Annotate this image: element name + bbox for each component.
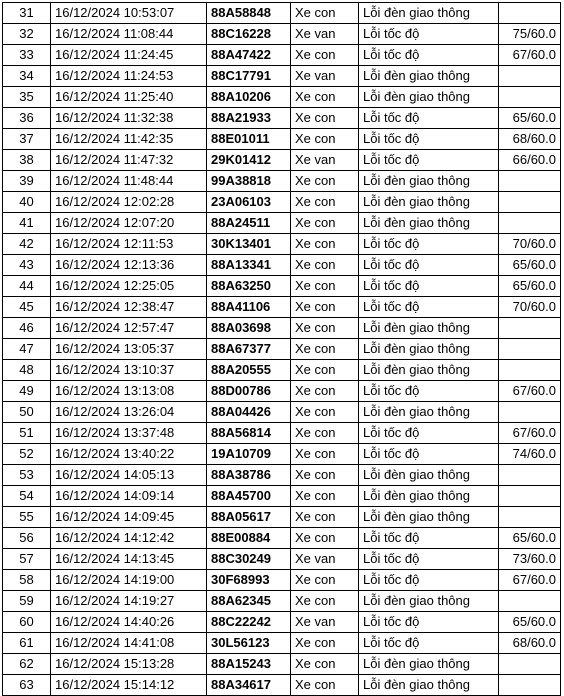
- row-number: 63: [3, 675, 51, 696]
- timestamp: 16/12/2024 12:11:53: [51, 234, 207, 255]
- license-plate: 88E01011: [207, 129, 291, 150]
- row-number: 42: [3, 234, 51, 255]
- vehicle-type: Xe con: [291, 570, 359, 591]
- table-row: [3, 402, 561, 423]
- vehicle-type: Xe con: [291, 675, 359, 696]
- violation-type: Lỗi tốc độ: [359, 633, 499, 654]
- vehicle-type: Xe van: [291, 24, 359, 45]
- speed-reading: [499, 360, 561, 381]
- speed-reading: [499, 66, 561, 87]
- vehicle-type: Xe con: [291, 486, 359, 507]
- table-row: [3, 213, 561, 234]
- table-row: [3, 318, 561, 339]
- vehicle-type: Xe con: [291, 318, 359, 339]
- timestamp: 16/12/2024 11:48:44: [51, 171, 207, 192]
- vehicle-type: Xe con: [291, 528, 359, 549]
- violation-table-body: [3, 3, 561, 696]
- vehicle-type: Xe con: [291, 129, 359, 150]
- license-plate: 88A05617: [207, 507, 291, 528]
- speed-reading: [499, 192, 561, 213]
- row-number: 43: [3, 255, 51, 276]
- speed-reading: 67/60.0: [499, 45, 561, 66]
- table-row: [3, 549, 561, 570]
- violation-type: Lỗi đèn giao thông: [359, 339, 499, 360]
- license-plate: 88A34617: [207, 675, 291, 696]
- timestamp: 16/12/2024 12:07:20: [51, 213, 207, 234]
- vehicle-type: Xe con: [291, 444, 359, 465]
- row-number: 58: [3, 570, 51, 591]
- timestamp: 16/12/2024 11:24:53: [51, 66, 207, 87]
- table-row: [3, 654, 561, 675]
- speed-reading: 65/60.0: [499, 255, 561, 276]
- timestamp: 16/12/2024 15:14:12: [51, 675, 207, 696]
- violation-type: Lỗi tốc độ: [359, 423, 499, 444]
- table-row: [3, 108, 561, 129]
- license-plate: 88E00884: [207, 528, 291, 549]
- speed-reading: [499, 486, 561, 507]
- row-number: 48: [3, 360, 51, 381]
- violation-type: Lỗi tốc độ: [359, 255, 499, 276]
- license-plate: 30K13401: [207, 234, 291, 255]
- row-number: 51: [3, 423, 51, 444]
- violation-type: Lỗi đèn giao thông: [359, 654, 499, 675]
- license-plate: 88A24511: [207, 213, 291, 234]
- violation-table: [2, 2, 561, 696]
- license-plate: 88A20555: [207, 360, 291, 381]
- violation-type: Lỗi đèn giao thông: [359, 675, 499, 696]
- speed-reading: 65/60.0: [499, 612, 561, 633]
- row-number: 47: [3, 339, 51, 360]
- vehicle-type: Xe con: [291, 381, 359, 402]
- table-row: [3, 633, 561, 654]
- license-plate: 88A67377: [207, 339, 291, 360]
- violation-type: Lỗi tốc độ: [359, 381, 499, 402]
- violation-type: Lỗi tốc độ: [359, 150, 499, 171]
- row-number: 52: [3, 444, 51, 465]
- timestamp: 16/12/2024 15:13:28: [51, 654, 207, 675]
- license-plate: 88A45700: [207, 486, 291, 507]
- violation-type: Lỗi đèn giao thông: [359, 66, 499, 87]
- license-plate: 30F68993: [207, 570, 291, 591]
- violation-type: Lỗi tốc độ: [359, 549, 499, 570]
- row-number: 41: [3, 213, 51, 234]
- violation-type: Lỗi đèn giao thông: [359, 360, 499, 381]
- row-number: 60: [3, 612, 51, 633]
- violation-type: Lỗi tốc độ: [359, 528, 499, 549]
- violation-type: Lỗi đèn giao thông: [359, 213, 499, 234]
- license-plate: 88C16228: [207, 24, 291, 45]
- row-number: 59: [3, 591, 51, 612]
- vehicle-type: Xe con: [291, 339, 359, 360]
- table-row: [3, 45, 561, 66]
- timestamp: 16/12/2024 14:19:27: [51, 591, 207, 612]
- license-plate: 88A03698: [207, 318, 291, 339]
- license-plate: 99A38818: [207, 171, 291, 192]
- vehicle-type: Xe con: [291, 360, 359, 381]
- license-plate: 88A47422: [207, 45, 291, 66]
- vehicle-type: Xe con: [291, 87, 359, 108]
- row-number: 37: [3, 129, 51, 150]
- row-number: 53: [3, 465, 51, 486]
- table-row: [3, 129, 561, 150]
- license-plate: 88D00786: [207, 381, 291, 402]
- speed-reading: [499, 171, 561, 192]
- timestamp: 16/12/2024 14:13:45: [51, 549, 207, 570]
- vehicle-type: Xe con: [291, 213, 359, 234]
- speed-reading: 70/60.0: [499, 234, 561, 255]
- vehicle-type: Xe con: [291, 234, 359, 255]
- vehicle-type: Xe con: [291, 633, 359, 654]
- timestamp: 16/12/2024 14:12:42: [51, 528, 207, 549]
- vehicle-type: Xe con: [291, 507, 359, 528]
- row-number: 56: [3, 528, 51, 549]
- speed-reading: 67/60.0: [499, 570, 561, 591]
- violation-type: Lỗi đèn giao thông: [359, 318, 499, 339]
- vehicle-type: Xe con: [291, 654, 359, 675]
- row-number: 61: [3, 633, 51, 654]
- table-row: [3, 66, 561, 87]
- speed-reading: 73/60.0: [499, 549, 561, 570]
- license-plate: 88A38786: [207, 465, 291, 486]
- speed-reading: [499, 213, 561, 234]
- speed-reading: 66/60.0: [499, 150, 561, 171]
- timestamp: 16/12/2024 13:37:48: [51, 423, 207, 444]
- violation-type: Lỗi tốc độ: [359, 612, 499, 633]
- row-number: 40: [3, 192, 51, 213]
- timestamp: 16/12/2024 14:05:13: [51, 465, 207, 486]
- timestamp: 16/12/2024 11:47:32: [51, 150, 207, 171]
- row-number: 49: [3, 381, 51, 402]
- speed-reading: [499, 507, 561, 528]
- violation-type: Lỗi đèn giao thông: [359, 87, 499, 108]
- vehicle-type: Xe van: [291, 612, 359, 633]
- timestamp: 16/12/2024 13:10:37: [51, 360, 207, 381]
- vehicle-type: Xe con: [291, 402, 359, 423]
- row-number: 35: [3, 87, 51, 108]
- speed-reading: [499, 465, 561, 486]
- violation-type: Lỗi tốc độ: [359, 129, 499, 150]
- table-row: [3, 276, 561, 297]
- row-number: 31: [3, 3, 51, 24]
- violation-type: Lỗi tốc độ: [359, 570, 499, 591]
- timestamp: 16/12/2024 14:09:45: [51, 507, 207, 528]
- vehicle-type: Xe con: [291, 108, 359, 129]
- speed-reading: 70/60.0: [499, 297, 561, 318]
- row-number: 32: [3, 24, 51, 45]
- table-row: [3, 381, 561, 402]
- timestamp: 16/12/2024 13:05:37: [51, 339, 207, 360]
- speed-reading: [499, 318, 561, 339]
- license-plate: 88A62345: [207, 591, 291, 612]
- violation-type: Lỗi đèn giao thông: [359, 486, 499, 507]
- speed-reading: [499, 87, 561, 108]
- table-row: [3, 234, 561, 255]
- license-plate: 88A41106: [207, 297, 291, 318]
- license-plate: 30L56123: [207, 633, 291, 654]
- table-row: [3, 192, 561, 213]
- violation-type: Lỗi tốc độ: [359, 297, 499, 318]
- speed-reading: [499, 654, 561, 675]
- row-number: 36: [3, 108, 51, 129]
- violation-type: Lỗi tốc độ: [359, 444, 499, 465]
- violation-type: Lỗi tốc độ: [359, 108, 499, 129]
- license-plate: 88A13341: [207, 255, 291, 276]
- timestamp: 16/12/2024 13:40:22: [51, 444, 207, 465]
- timestamp: 16/12/2024 11:08:44: [51, 24, 207, 45]
- license-plate: 29K01412: [207, 150, 291, 171]
- license-plate: 88A56814: [207, 423, 291, 444]
- row-number: 54: [3, 486, 51, 507]
- speed-reading: [499, 339, 561, 360]
- row-number: 44: [3, 276, 51, 297]
- violation-type: Lỗi tốc độ: [359, 234, 499, 255]
- timestamp: 16/12/2024 11:42:35: [51, 129, 207, 150]
- timestamp: 16/12/2024 13:13:08: [51, 381, 207, 402]
- timestamp: 16/12/2024 11:24:45: [51, 45, 207, 66]
- row-number: 39: [3, 171, 51, 192]
- violation-type: Lỗi tốc độ: [359, 24, 499, 45]
- speed-reading: [499, 402, 561, 423]
- table-row: [3, 24, 561, 45]
- vehicle-type: Xe con: [291, 192, 359, 213]
- vehicle-type: Xe con: [291, 171, 359, 192]
- table-row: [3, 591, 561, 612]
- timestamp: 16/12/2024 11:25:40: [51, 87, 207, 108]
- violation-type: Lỗi đèn giao thông: [359, 591, 499, 612]
- table-row: [3, 360, 561, 381]
- table-row: [3, 423, 561, 444]
- timestamp: 16/12/2024 11:32:38: [51, 108, 207, 129]
- violation-type: Lỗi đèn giao thông: [359, 507, 499, 528]
- violation-type: Lỗi tốc độ: [359, 276, 499, 297]
- table-row: [3, 675, 561, 696]
- speed-reading: 65/60.0: [499, 108, 561, 129]
- timestamp: 16/12/2024 12:57:47: [51, 318, 207, 339]
- timestamp: 16/12/2024 10:53:07: [51, 3, 207, 24]
- timestamp: 16/12/2024 12:25:05: [51, 276, 207, 297]
- violation-type: Lỗi tốc độ: [359, 45, 499, 66]
- vehicle-type: Xe con: [291, 3, 359, 24]
- violation-type: Lỗi đèn giao thông: [359, 171, 499, 192]
- table-row: [3, 3, 561, 24]
- vehicle-type: Xe van: [291, 66, 359, 87]
- speed-reading: 75/60.0: [499, 24, 561, 45]
- timestamp: 16/12/2024 13:26:04: [51, 402, 207, 423]
- speed-reading: 67/60.0: [499, 381, 561, 402]
- vehicle-type: Xe con: [291, 423, 359, 444]
- speed-reading: [499, 675, 561, 696]
- violation-type: Lỗi đèn giao thông: [359, 192, 499, 213]
- row-number: 45: [3, 297, 51, 318]
- violation-type: Lỗi đèn giao thông: [359, 3, 499, 24]
- timestamp: 16/12/2024 12:02:28: [51, 192, 207, 213]
- license-plate: 88A58848: [207, 3, 291, 24]
- timestamp: 16/12/2024 14:41:08: [51, 633, 207, 654]
- timestamp: 16/12/2024 14:09:14: [51, 486, 207, 507]
- table-row: [3, 150, 561, 171]
- vehicle-type: Xe con: [291, 276, 359, 297]
- vehicle-type: Xe van: [291, 549, 359, 570]
- license-plate: 23A06103: [207, 192, 291, 213]
- table-row: [3, 87, 561, 108]
- vehicle-type: Xe con: [291, 255, 359, 276]
- row-number: 62: [3, 654, 51, 675]
- table-row: [3, 507, 561, 528]
- speed-reading: 68/60.0: [499, 129, 561, 150]
- vehicle-type: Xe con: [291, 465, 359, 486]
- table-row: [3, 444, 561, 465]
- row-number: 46: [3, 318, 51, 339]
- table-row: [3, 486, 561, 507]
- license-plate: 88A21933: [207, 108, 291, 129]
- license-plate: 88A63250: [207, 276, 291, 297]
- vehicle-type: Xe con: [291, 45, 359, 66]
- license-plate: 88A15243: [207, 654, 291, 675]
- timestamp: 16/12/2024 14:19:00: [51, 570, 207, 591]
- speed-reading: 65/60.0: [499, 276, 561, 297]
- speed-reading: [499, 3, 561, 24]
- vehicle-type: Xe van: [291, 150, 359, 171]
- row-number: 50: [3, 402, 51, 423]
- license-plate: 19A10709: [207, 444, 291, 465]
- row-number: 33: [3, 45, 51, 66]
- speed-reading: 74/60.0: [499, 444, 561, 465]
- table-row: [3, 171, 561, 192]
- row-number: 34: [3, 66, 51, 87]
- license-plate: 88A10206: [207, 87, 291, 108]
- license-plate: 88A04426: [207, 402, 291, 423]
- license-plate: 88C17791: [207, 66, 291, 87]
- table-row: [3, 465, 561, 486]
- vehicle-type: Xe con: [291, 591, 359, 612]
- table-row: [3, 339, 561, 360]
- speed-reading: [499, 591, 561, 612]
- table-row: [3, 570, 561, 591]
- violation-type: Lỗi đèn giao thông: [359, 465, 499, 486]
- row-number: 38: [3, 150, 51, 171]
- speed-reading: 68/60.0: [499, 633, 561, 654]
- timestamp: 16/12/2024 12:38:47: [51, 297, 207, 318]
- table-row: [3, 612, 561, 633]
- license-plate: 88C30249: [207, 549, 291, 570]
- table-row: [3, 528, 561, 549]
- vehicle-type: Xe con: [291, 297, 359, 318]
- timestamp: 16/12/2024 12:13:36: [51, 255, 207, 276]
- table-row: [3, 255, 561, 276]
- violation-type: Lỗi đèn giao thông: [359, 402, 499, 423]
- row-number: 57: [3, 549, 51, 570]
- row-number: 55: [3, 507, 51, 528]
- timestamp: 16/12/2024 14:40:26: [51, 612, 207, 633]
- license-plate: 88C22242: [207, 612, 291, 633]
- speed-reading: 67/60.0: [499, 423, 561, 444]
- speed-reading: 65/60.0: [499, 528, 561, 549]
- table-row: [3, 297, 561, 318]
